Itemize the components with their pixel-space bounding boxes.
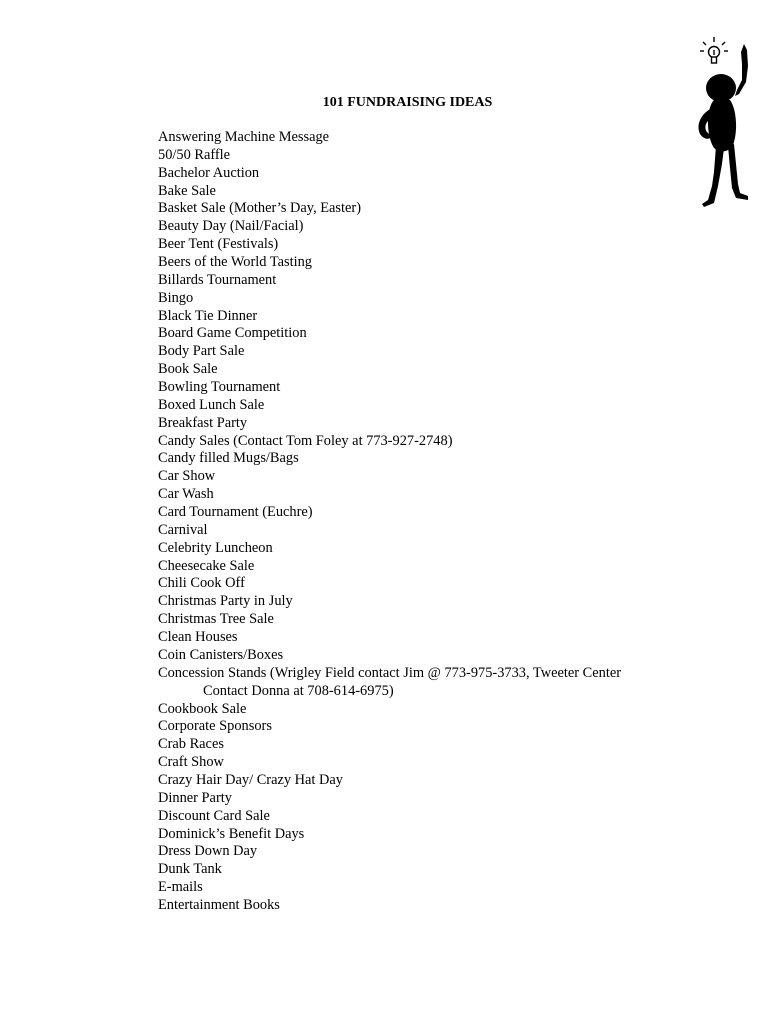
list-item: Discount Card Sale — [158, 807, 270, 824]
list-item: Body Part Sale — [158, 343, 245, 360]
list-item: Car Show — [158, 468, 216, 485]
light-bulb-icon — [700, 37, 728, 63]
list-item: Candy filled Mugs/Bags — [158, 450, 299, 467]
list-item: Dominick’s Benefit Days — [158, 825, 305, 842]
list-item: Bachelor Auction — [158, 164, 260, 181]
list-item: Clean Houses — [158, 629, 238, 646]
list-item: Dress Down Day — [158, 843, 258, 860]
list-item: Breakfast Party — [158, 414, 248, 431]
list-item: Beers of the World Tasting — [158, 254, 312, 271]
list-item: Christmas Tree Sale — [158, 611, 274, 628]
list-item: Beauty Day (Nail/Facial) — [158, 218, 304, 235]
list-item: Billards Tournament — [158, 271, 277, 288]
list-item: Corporate Sponsors — [158, 718, 272, 735]
list-item: Chili Cook Off — [158, 575, 245, 592]
list-item: Basket Sale (Mother’s Day, Easter) — [158, 200, 362, 217]
list-item: Dinner Party — [158, 789, 232, 806]
list-item: Coin Canisters/Boxes — [158, 646, 284, 663]
list-item: E-mails — [158, 879, 203, 896]
page-title: 101 FUNDRAISING IDEAS — [322, 95, 493, 110]
list-item: Boxed Lunch Sale — [158, 396, 265, 413]
list-item: Book Sale — [158, 361, 218, 378]
list-item: Bake Sale — [158, 182, 216, 199]
list-item: 50/50 Raffle — [158, 146, 231, 163]
list-item: Crazy Hair Day/ Crazy Hat Day — [158, 771, 344, 788]
list-item: Carnival — [158, 521, 208, 538]
list-item: Card Tournament (Euchre) — [158, 504, 313, 521]
fundraising-ideas-list — [158, 129, 621, 915]
list-item: Beer Tent (Festivals) — [158, 236, 279, 253]
list-item: Crab Races — [158, 736, 224, 753]
list-item: Dunk Tank — [158, 861, 222, 878]
list-item: Christmas Party in July — [158, 593, 293, 610]
list-item: Bowling Tournament — [158, 379, 281, 396]
list-item-continuation: Contact Donna at 708-614-6975) — [203, 682, 394, 699]
list-item: Craft Show — [158, 754, 224, 771]
list-item: Cheesecake Sale — [158, 557, 255, 574]
list-item: Car Wash — [158, 486, 214, 503]
list-item: Board Game Competition — [158, 325, 307, 342]
list-item: Cookbook Sale — [158, 700, 247, 717]
list-item: Answering Machine Message — [158, 129, 330, 145]
idea-person-illustration — [692, 36, 758, 208]
list-item: Black Tie Dinner — [158, 307, 258, 324]
list-item: Concession Stands (Wrigley Field contact Jim @ 773-975-3733, Tweeter Center — [158, 664, 622, 681]
list-item: Bingo — [158, 289, 194, 306]
list-item: Candy Sales (Contact Tom Foley at 773-927-2748) — [158, 432, 453, 449]
list-item: Celebrity Luncheon — [158, 539, 273, 556]
list-item: Entertainment Books — [158, 896, 280, 913]
